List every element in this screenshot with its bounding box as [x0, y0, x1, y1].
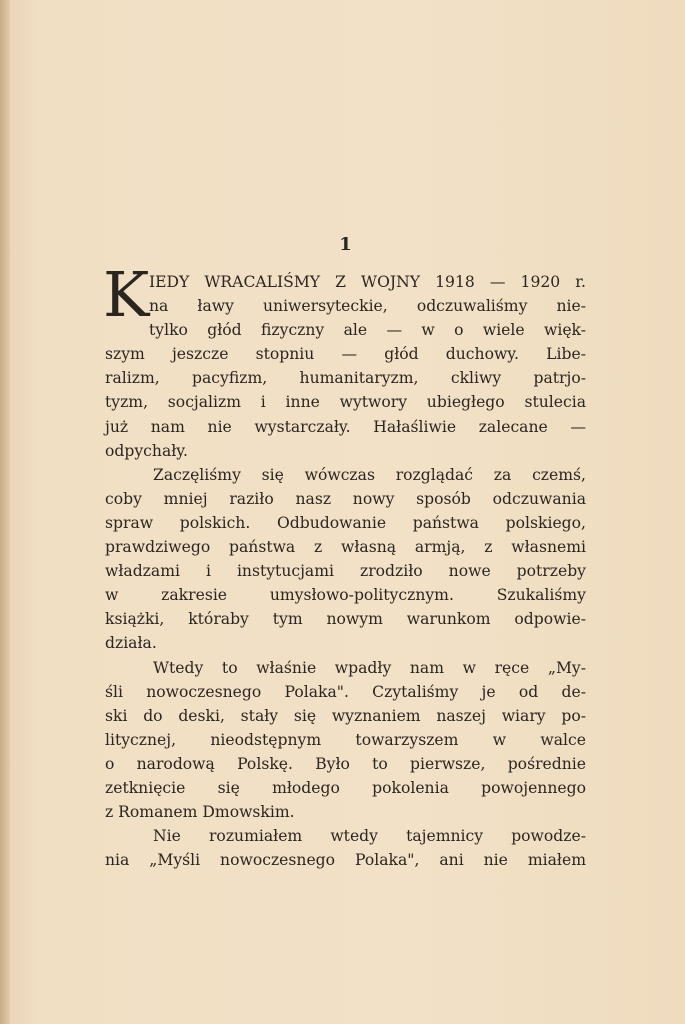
text-line: Wtedy to właśnie wpadły nam w ręce „My-	[153, 658, 586, 677]
text-line: na ławy uniwersyteckie, odczuwaliśmy nie-	[149, 297, 586, 316]
text-line: nia „Myśli nowoczesnego Polaka", ani nie miałem	[105, 851, 586, 870]
text-line: już nam nie wystarczały. Hałaśliwie zalecane —	[105, 417, 586, 436]
text-line: książki, któraby tym nowym warunkom odpowie-	[105, 610, 586, 629]
text-line: IEDY WRACALIŚMY Z WOJNY 1918 — 1920 r.	[149, 273, 586, 291]
text-line: prawdziwego państwa z własną armją, z własnemi	[105, 538, 586, 557]
page-spine-shadow	[0, 0, 10, 1024]
text-line: o narodową Polskę. Było to pierwsze, pośrednie	[105, 754, 586, 773]
text-line: ralizm, pacyfizm, humanitaryzm, ckliwy patrjo-	[105, 369, 586, 388]
text-line: odpychały.	[105, 441, 188, 460]
text-line: Zaczęliśmy się wówczas rozglądać za czemś,	[153, 465, 586, 484]
page-text	[105, 232, 586, 872]
text-line: coby mniej raziło nasz nowy sposób odczuwania	[105, 489, 586, 508]
text-line: szym jeszcze stopniu — głód duchowy. Libe-	[105, 345, 586, 364]
drop-cap-letter: K	[103, 258, 150, 331]
text-line: spraw polskich. Odbudowanie państwa polskiego,	[105, 513, 586, 532]
text-line: śli nowoczesnego Polaka". Czytaliśmy je od de-	[105, 682, 586, 701]
text-line: działa.	[105, 634, 157, 653]
text-line: litycznej, nieodstępnym towarzyszem w walce	[105, 730, 586, 749]
text-line: tyzm, socjalizm i inne wytwory ubiegłego stulecia	[105, 393, 586, 412]
text-line: Nie rozumiałem wtedy tajemnicy powodze-	[153, 827, 586, 846]
text-line: z Romanem Dmowskim.	[105, 803, 295, 822]
text-line: zetknięcie się młodego pokolenia powojennego	[105, 778, 586, 797]
chapter-number: 1	[339, 234, 352, 255]
text-line: władzami i instytucjami zrodziło nowe potrzeby	[105, 562, 586, 581]
text-line: ski do deski, stały się wyznaniem naszej wiary po-	[105, 706, 586, 725]
text-line: tylko głód fizyczny ale — w o wiele więk-	[149, 321, 586, 340]
text-line: w zakresie umysłowo-politycznym. Szukaliśmy	[105, 586, 586, 605]
drop-cap-paragraph-start	[103, 258, 586, 342]
